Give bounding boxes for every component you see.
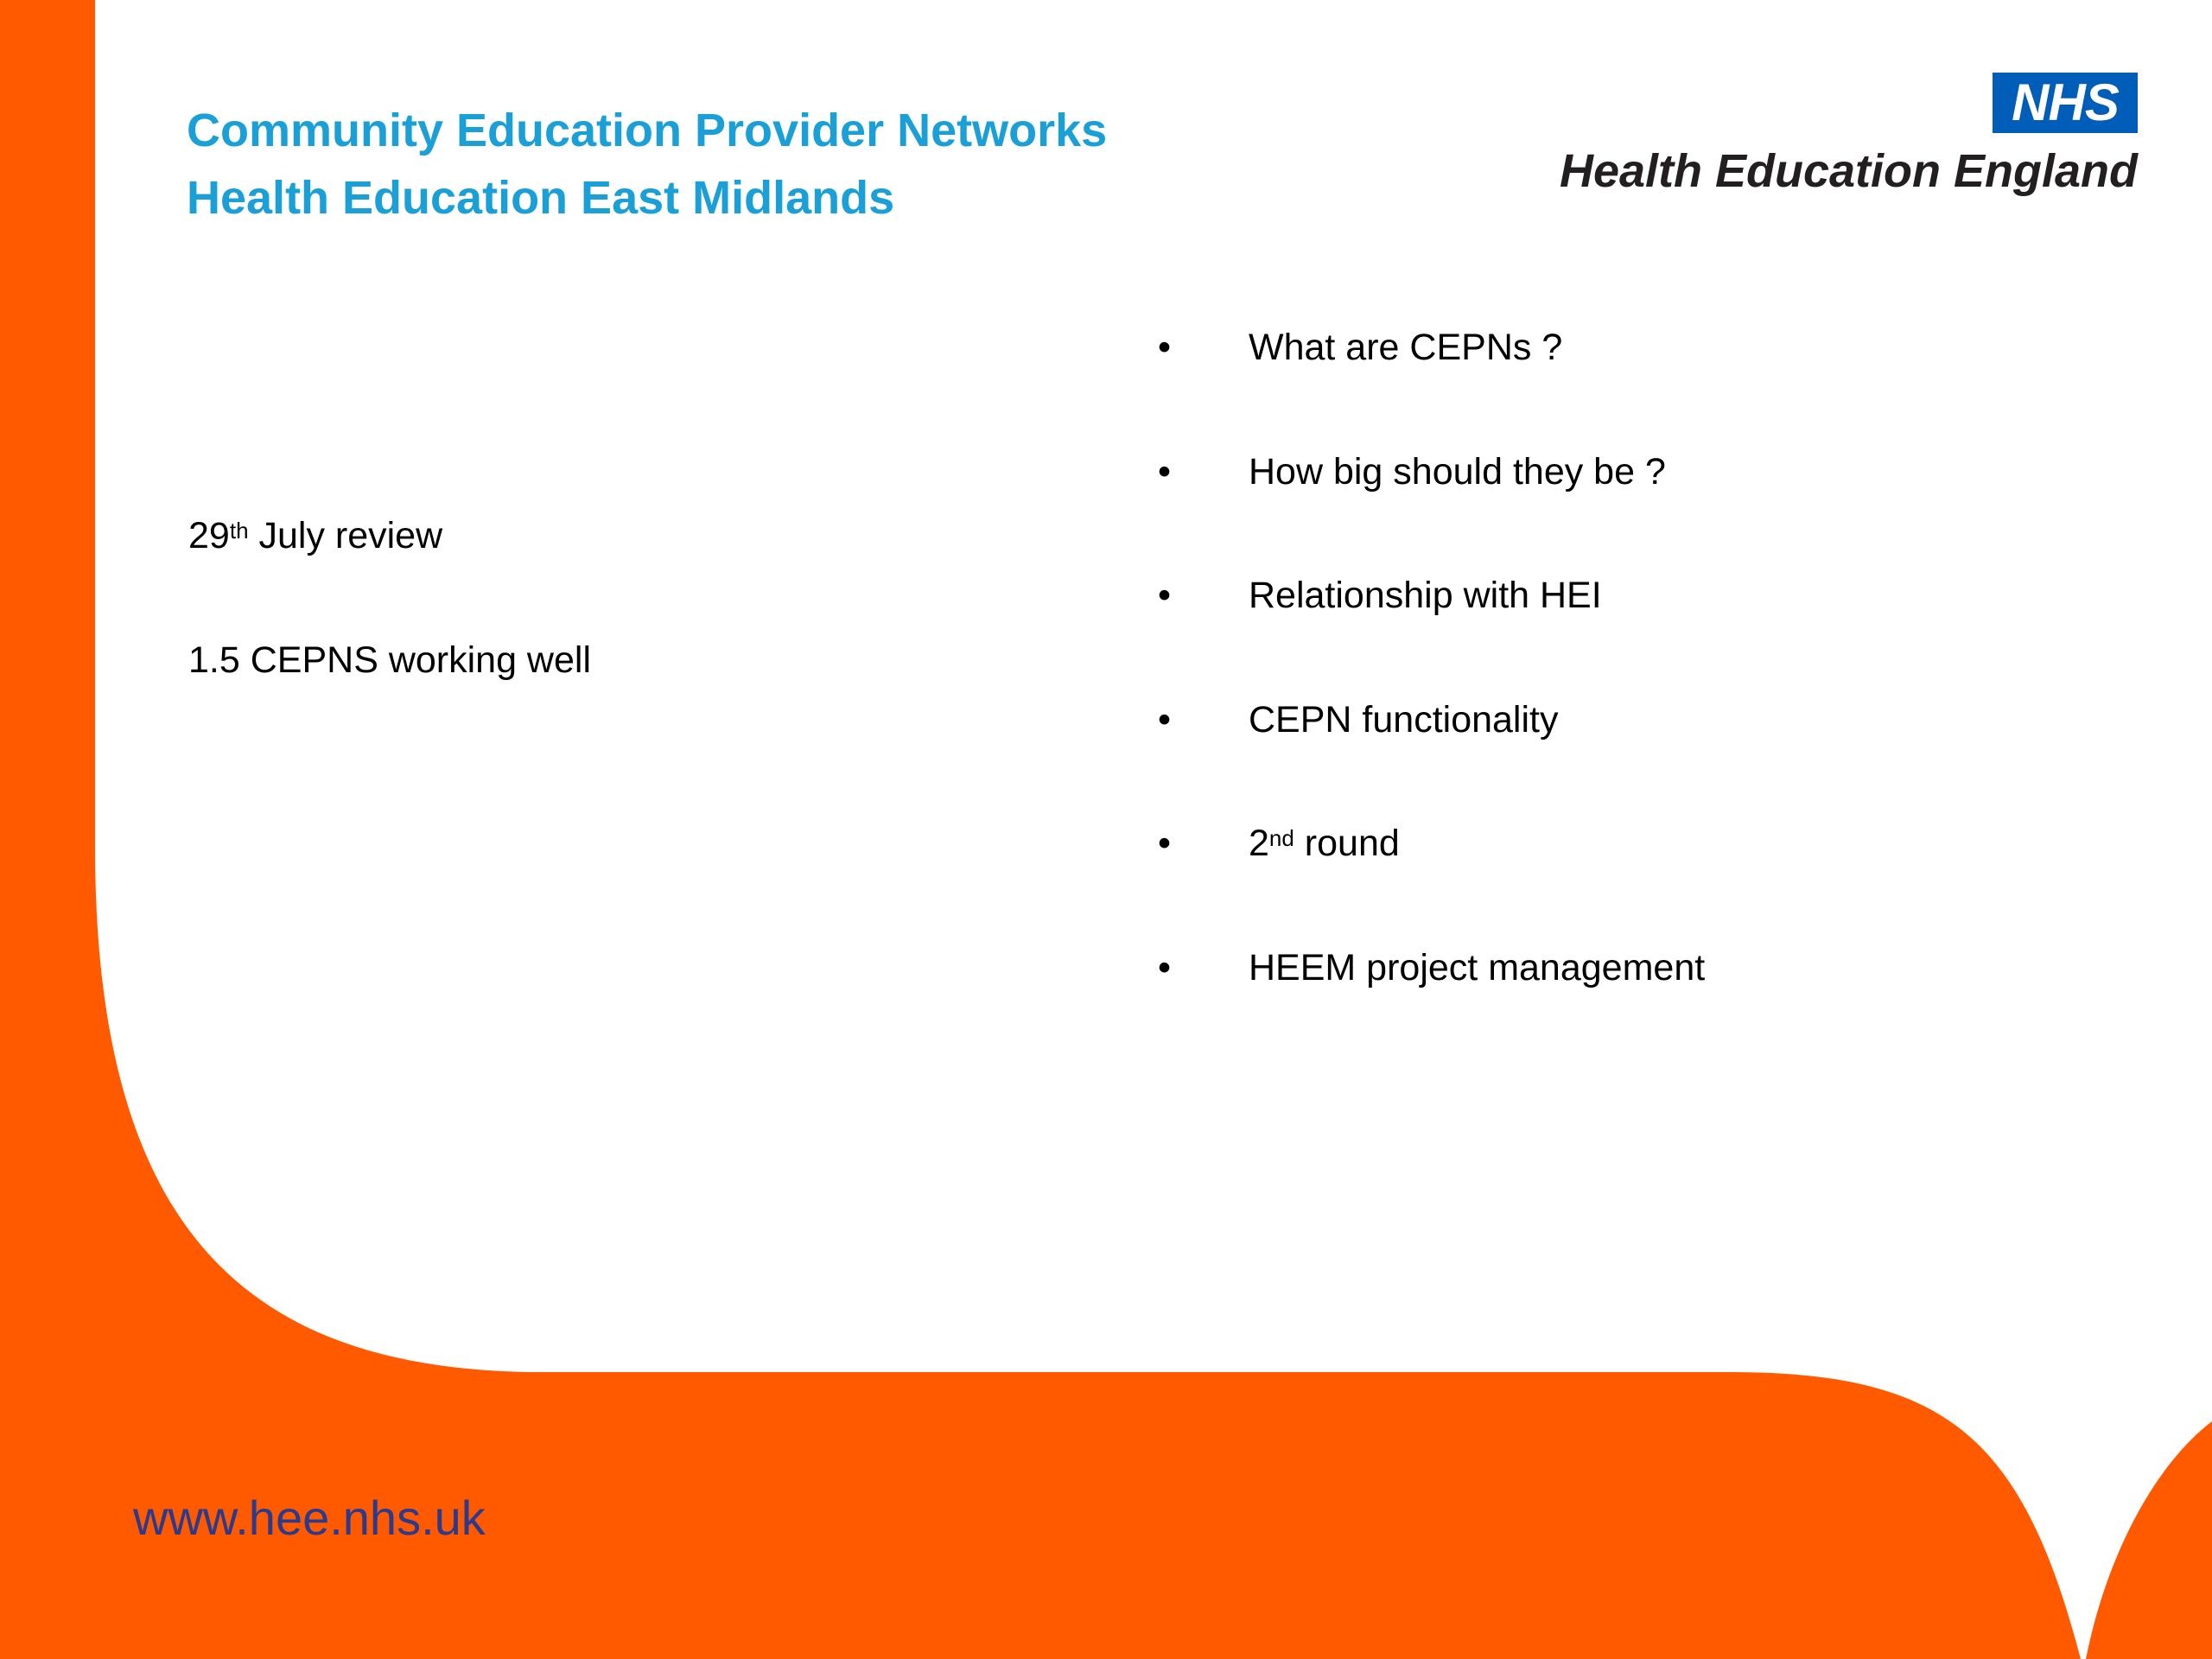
bullet-text: How big should they be ? bbox=[1249, 450, 1666, 493]
bullet-icon: • bbox=[1158, 823, 1172, 864]
hee-wordmark: Health Education England bbox=[1559, 145, 2138, 197]
left-notes bbox=[188, 510, 591, 686]
round-number: 2 bbox=[1249, 823, 1269, 864]
bullet-text bbox=[1249, 817, 1400, 869]
round-number-suffix: nd bbox=[1268, 825, 1294, 851]
bullet-text: HEEM project management bbox=[1249, 946, 1706, 988]
website-url: www.hee.nhs.uk bbox=[133, 1491, 486, 1545]
hee-logo bbox=[1521, 73, 2143, 202]
bullet-icon: • bbox=[1158, 698, 1172, 741]
bullet-icon: • bbox=[1158, 327, 1172, 368]
review-date-line bbox=[188, 510, 591, 562]
round-label: round bbox=[1294, 823, 1400, 864]
working-well-line: 1.5 CEPNS working well bbox=[188, 639, 592, 681]
review-day-suffix: th bbox=[229, 518, 249, 543]
review-label: July review bbox=[248, 515, 443, 556]
bullet-text: CEPN functionality bbox=[1249, 698, 1559, 741]
bullet-icon: • bbox=[1158, 575, 1172, 616]
review-day: 29 bbox=[188, 515, 230, 556]
title-line-2: Health Education East Midlands bbox=[187, 172, 895, 224]
bullet-icon: • bbox=[1158, 450, 1172, 493]
bullet-icon: • bbox=[1158, 946, 1172, 988]
bullet-text: Relationship with HEI bbox=[1249, 575, 1602, 616]
orange-corner-shape bbox=[2086, 1421, 2212, 1659]
title-line-1: Community Education Provider Networks bbox=[187, 105, 1108, 156]
page-title bbox=[187, 97, 1224, 232]
nhs-badge: NHS bbox=[1993, 73, 2138, 133]
bullet-text: What are CEPNs ? bbox=[1249, 327, 1563, 368]
